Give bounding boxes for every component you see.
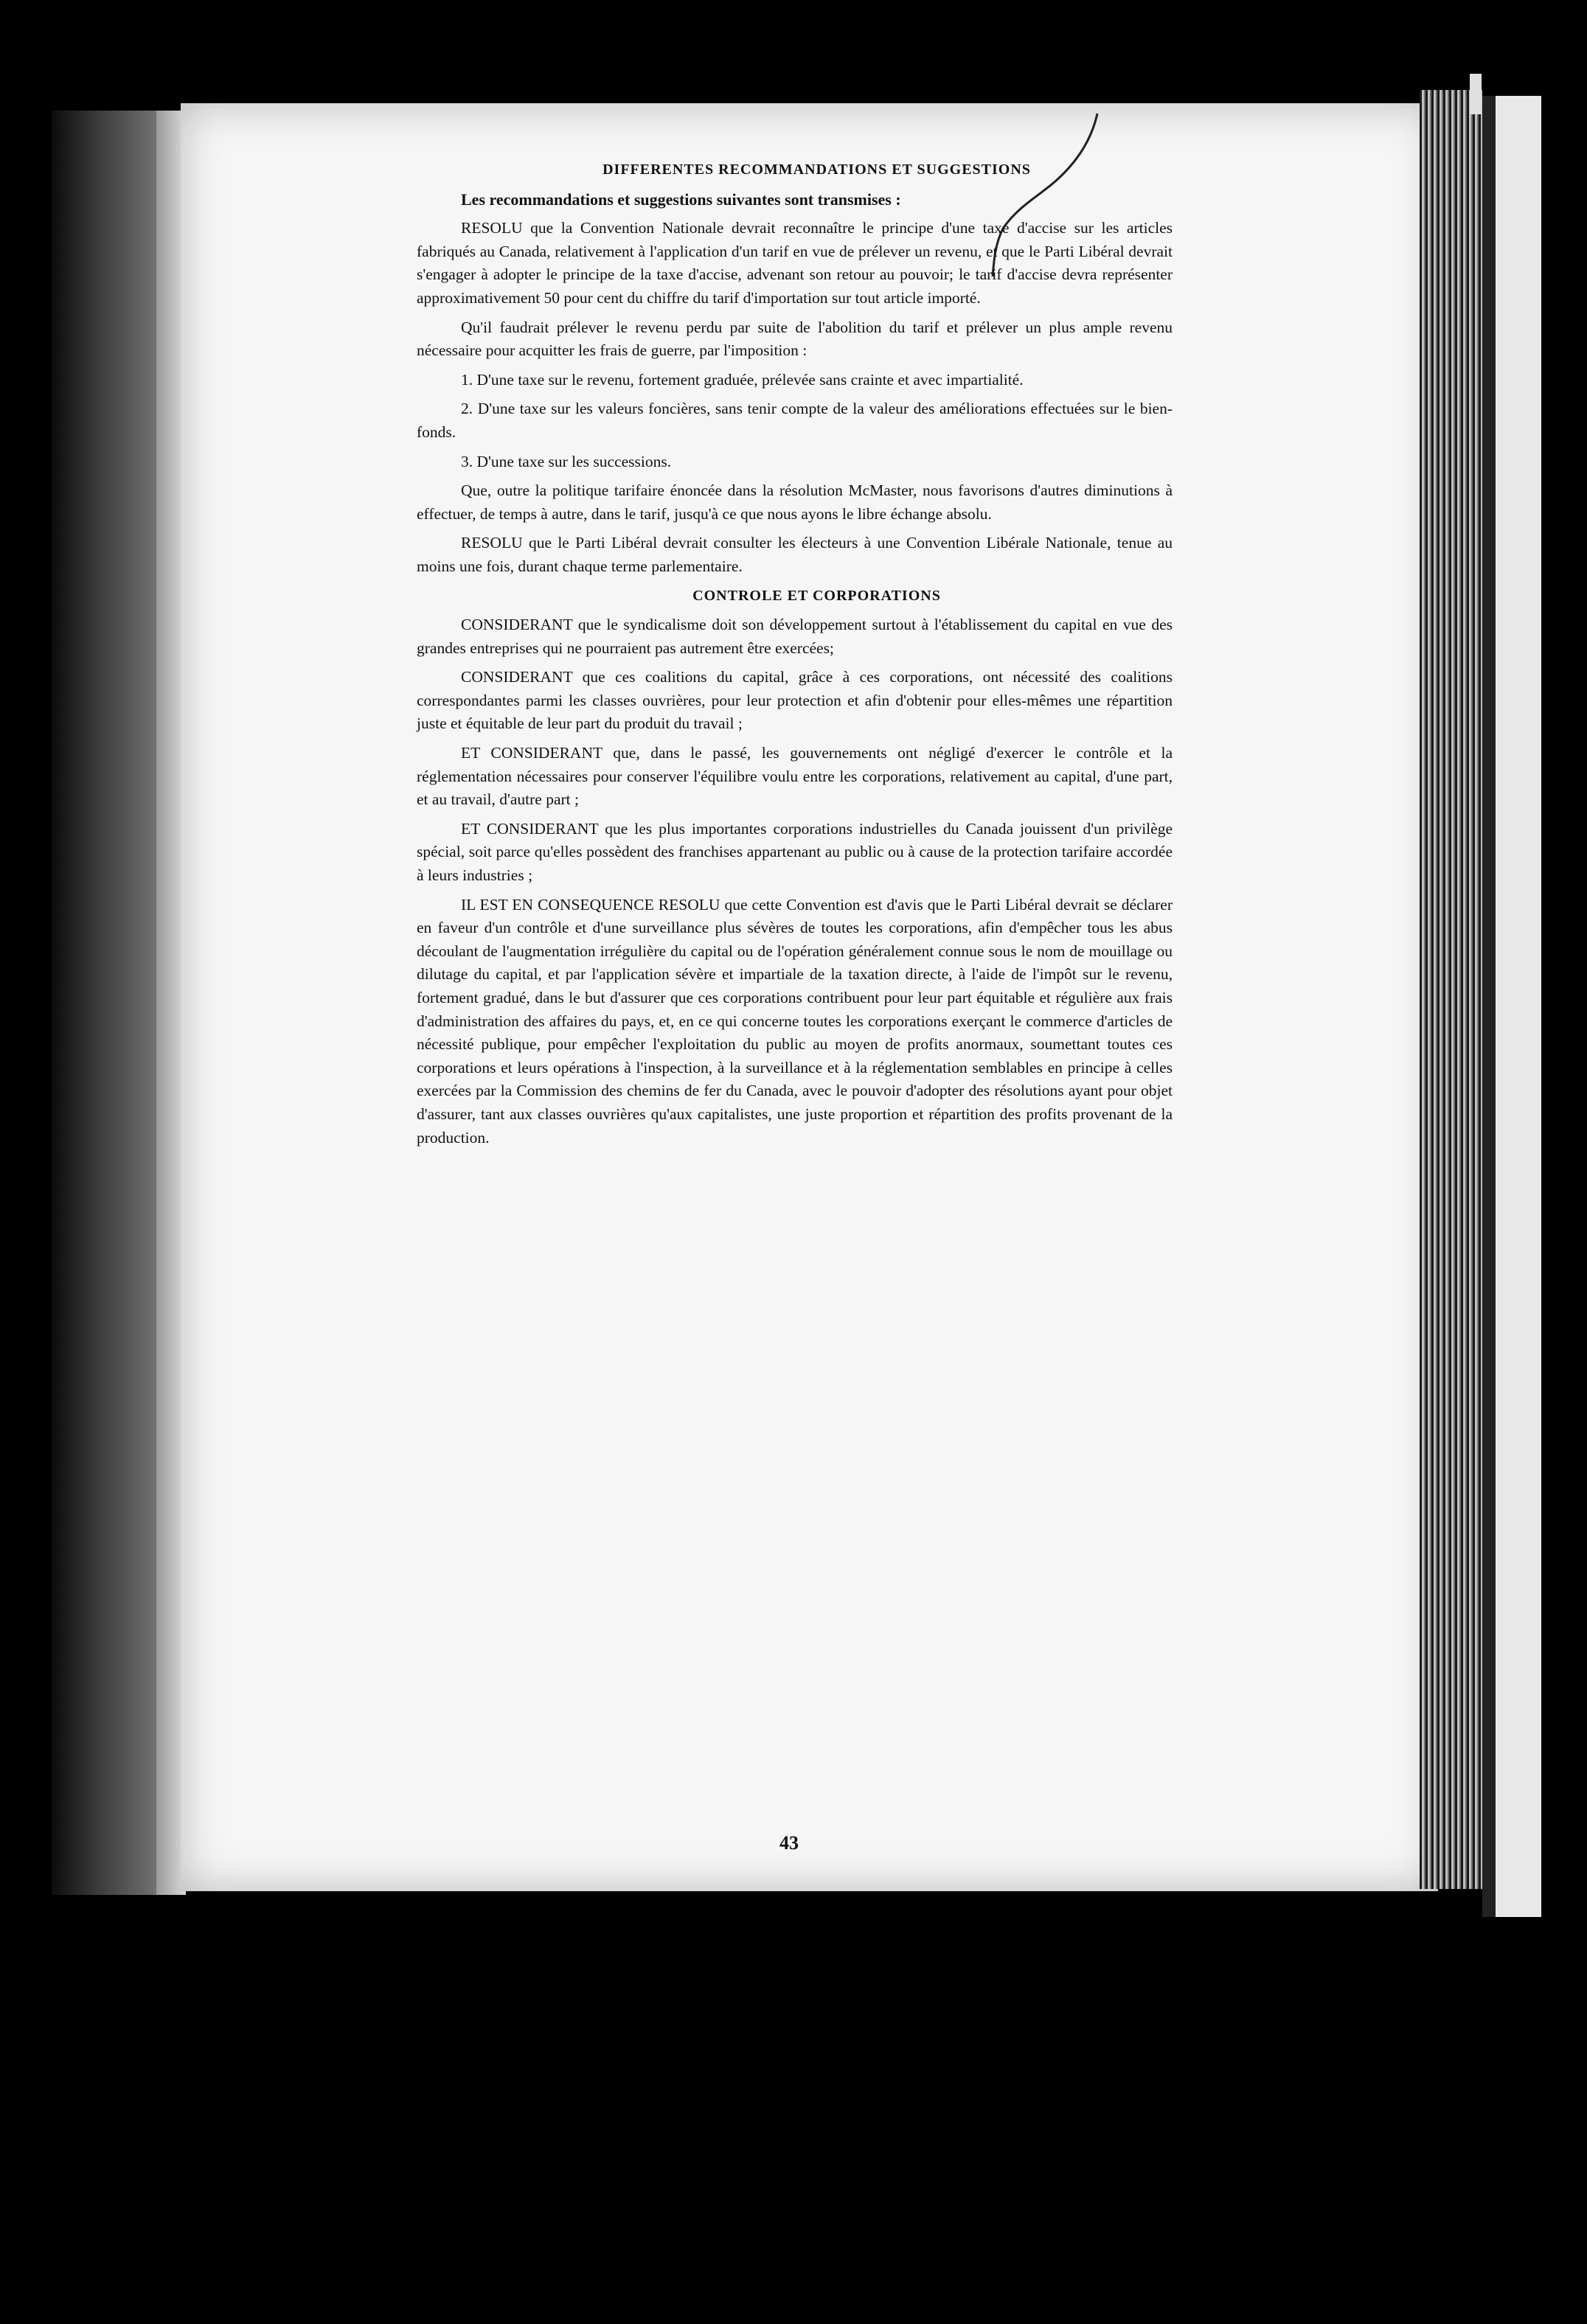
scan-right-border	[1482, 96, 1541, 1917]
main-heading: DIFFERENTES RECOMMANDATIONS ET SUGGESTIONS	[602, 161, 1031, 178]
paragraph: CONSIDERANT que le syndicalisme doit son développement surtout à l'établissement du capital en vue des grandes entreprises qui ne pourraient pas autrement être exercées;	[417, 616, 1173, 657]
list-item: 2. D'une taxe sur les valeurs foncières, sans tenir compte de la valeur des améliorations effectuées sur le bien-fonds.	[417, 400, 1173, 441]
list-item: 1. D'une taxe sur le revenu, fortement graduée, prélevée sans crainte et avec impartialité.	[461, 370, 1024, 389]
paragraph: Qu'il faudrait prélever le revenu perdu par suite de l'abolition du tarif et prélever un plus ample revenu nécessaire pour acquitter les frais de guerre, par l'imposition :	[417, 318, 1173, 360]
document-body	[417, 159, 1173, 1155]
paragraph: IL EST EN CONSEQUENCE RESOLU que cette Convention est d'avis que le Parti Libéral devrait se déclarer en faveur d'un contrôle et d'une surveillance plus sévères de toutes les corporations, afin d'empêcher tous les abus découlant de l'augmentation irrégulière du capital ou de l'opération généralement connue sous le nom de mouillage ou dilutage du capital, et par l'application sévère et impartiale de la taxation directe, à l'aide de l'impôt sur le revenu, fortement gradué, dans le but d'assurer que ces corporations contribuent pour leur part équitable et régulière aux frais d'administration des affaires du pays, et, en ce qui concerne toutes les corporations exerçant le commerce d'articles de nécessité publique, pour empêcher l'exploitation du public au moyen de profits anormaux, soumettant toutes ces corporations et leurs opérations à l'inspection, à la surveillance et à la réglementation semblables en principe à celles exercées par la Commission des chemins de fer du Canada, avec le pouvoir d'adopter des résolutions ayant pour objet d'assurer, tant aux classes ouvrières qu'aux capitalistes, une juste proportion et répartition des profits provenant de la production.	[417, 895, 1173, 1147]
page-stack-edge	[1420, 90, 1482, 1889]
paragraph: Que, outre la politique tarifaire énoncée dans la résolution McMaster, nous favorisons d'autres diminutions à effectuer, de temps à autre, dans le tarif, jusqu'à ce que nous ayons le libre échange absolu.	[417, 481, 1173, 523]
paragraph: CONSIDERANT que ces coalitions du capital, grâce à ces corporations, ont nécessité des coalitions correspondantes parmi les classes ouvrières, pour leur protection et afin d'obtenir pour elles-mêmes une répartition juste et équitable de leur part du produit du travail ;	[417, 668, 1173, 733]
section-heading: CONTROLE ET CORPORATIONS	[692, 587, 941, 604]
intro-line: Les recommandations et suggestions suivantes sont transmises :	[461, 189, 901, 209]
paragraph: RESOLU que le Parti Libéral devrait consulter les électeurs à une Convention Libérale Nationale, tenue au moins une fois, durant chaque terme parlementaire.	[417, 534, 1173, 575]
paragraph: RESOLU que la Convention Nationale devrait reconnaître le principe d'une taxe d'accise sur les articles fabriqués au Canada, relativement à l'application d'un tarif en vue de prélever un revenu, et que le Parti Libéral devrait s'engager à adopter le principe de la taxe d'accise, advenant son retour au pouvoir; le tarif d'accise devra représenter approximativement 50 pour cent du chiffre du tarif d'importation sur tout article importé.	[417, 219, 1173, 307]
paragraph: ET CONSIDERANT que les plus importantes corporations industrielles du Canada jouissent d'un privilège spécial, soit parce qu'elles possèdent des franchises appartenant au public ou à cause de la protection tarifaire accordée à leurs industries ;	[417, 819, 1173, 885]
page-number: 43	[779, 1832, 799, 1854]
list-item: 3. D'une taxe sur les successions.	[461, 452, 672, 470]
scan-corner-mark	[1470, 74, 1482, 114]
paragraph: ET CONSIDERANT que, dans le passé, les gouvernements ont négligé d'exercer le contrôle et la réglementation nécessaires pour conserver l'équilibre voulu entre les corporations, relativement au capital, d'une part, et au travail, d'autre part ;	[417, 744, 1173, 809]
